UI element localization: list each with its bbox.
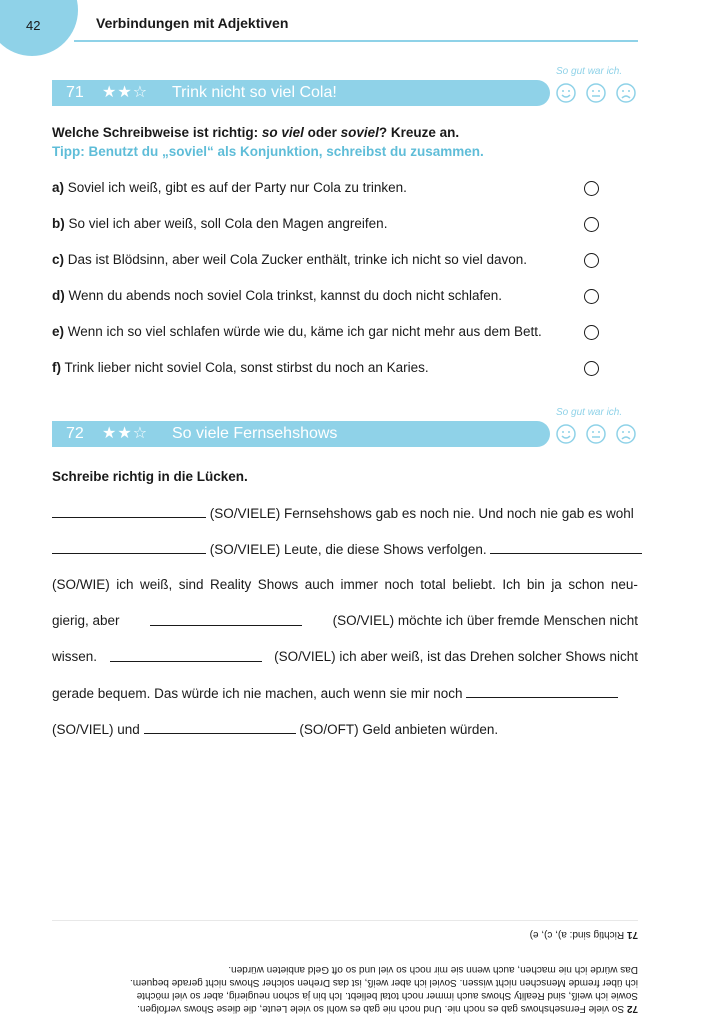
cloze-text: (SO/VIEL) möchte ich über fremde Menschen nicht [332, 613, 638, 628]
item-text: Das ist Blödsinn, aber weil Cola Zucker enthält, trinke ich nicht so viel davon. [67, 252, 527, 267]
cloze-text: (SO/VIEL) und [52, 722, 140, 737]
item-letter: d) [52, 288, 65, 303]
fill-in-blank[interactable] [144, 719, 296, 734]
question-item [52, 324, 542, 339]
cloze-text: gerade bequem. Das würde ich nie machen, auch wenn sie mir noch [52, 686, 463, 701]
answer-radio-d[interactable] [584, 289, 599, 304]
answer-line: ich über fremde Menschen nicht wissen. Soviel ich aber weiß, ist das Drehen solcher Shows nicht gerade bequem. [129, 977, 638, 988]
instruction-text: Welche Schreibweise ist richtig: [52, 125, 262, 140]
cloze-word: beliebt. [452, 577, 496, 592]
answer-71 [52, 928, 638, 941]
answer-radio-c[interactable] [584, 253, 599, 268]
smiley-happy-icon[interactable] [556, 83, 576, 103]
cloze-word: Ich [502, 577, 521, 592]
answer-line: Sowie ich weiß, sind Reality Shows auch immer noch total beliebt. Ich bin ja schon neugierig, aber so viel möchte [136, 990, 638, 1001]
exercise-71-header [52, 80, 550, 106]
answer-radio-b[interactable] [584, 217, 599, 232]
cloze-word: ich [116, 577, 134, 592]
cloze-text: wissen. [52, 649, 98, 664]
question-item [52, 216, 387, 231]
fill-in-blank[interactable] [52, 539, 206, 554]
header-divider [74, 40, 638, 42]
cloze-word: weiß, [139, 577, 173, 592]
fill-in-blank[interactable] [110, 647, 262, 662]
cloze-word: total [420, 577, 446, 592]
instruction-text: ? Kreuze an. [378, 125, 460, 140]
fill-in-blank[interactable] [150, 611, 302, 626]
answer-line: Das würde ich nie machen, auch wenn sie mir noch so viel und so oft Geld anbieten würden. [228, 964, 638, 975]
cloze-word: schon [568, 577, 605, 592]
fill-in-blank[interactable] [52, 503, 206, 518]
exercise-title: Trink nicht so viel Cola! [172, 84, 337, 101]
answer-radio-f[interactable] [584, 361, 599, 376]
page-number: 42 [26, 18, 41, 33]
rating-label: So gut war ich. [556, 66, 623, 77]
question-item [52, 252, 527, 267]
cloze-word: bin [526, 577, 545, 592]
exercise-71-tip: Tipp: Benutzt du „soviel“ als Konjunktion, schreibst du zusammen. [52, 144, 484, 159]
item-text: Wenn du abends noch soviel Cola trinkst, kannst du doch nicht schlafen. [68, 288, 503, 303]
cloze-text: gierig, aber [52, 613, 120, 628]
question-item [52, 180, 407, 195]
footer-divider [52, 920, 638, 921]
exercise-72-header [52, 421, 550, 447]
smiley-happy-icon[interactable] [556, 424, 576, 444]
cloze-word: Reality [209, 577, 252, 592]
answer-text: So viele Fernsehshows gab es noch nie. Und noch nie gab es wohl so viele Leute, die diese Shows verfolgen. [137, 1003, 627, 1014]
cloze-line [52, 719, 638, 739]
item-letter: a) [52, 180, 65, 195]
cloze-word: auch [304, 577, 335, 592]
exercise-number: 71 [66, 84, 84, 101]
cloze-text: (SO/VIELE) Fernsehshows gab es noch nie. Und noch nie gab es wohl [209, 506, 634, 521]
answer-radio-e[interactable] [584, 325, 599, 340]
item-letter: e) [52, 324, 65, 339]
question-item [52, 288, 502, 303]
smiley-neutral-icon[interactable] [586, 424, 606, 444]
smiley-sad-icon[interactable] [616, 424, 636, 444]
fill-in-blank[interactable] [490, 539, 642, 554]
fill-in-blank[interactable] [466, 683, 618, 698]
cloze-word: neu- [610, 577, 638, 592]
exercise-72-instruction: Schreibe richtig in die Lücken. [52, 469, 248, 484]
answer-number: 71 [626, 929, 638, 940]
exercise-number: 72 [66, 425, 84, 442]
cloze-word: immer [340, 577, 379, 592]
item-letter: c) [52, 252, 65, 267]
instruction-option-1: so viel [261, 125, 304, 140]
cloze-line [52, 539, 638, 559]
smiley-neutral-icon[interactable] [586, 83, 606, 103]
cloze-line [52, 647, 638, 667]
instruction-option-2: soviel [340, 125, 379, 140]
cloze-text: (SO/OFT) Geld anbieten würden. [299, 722, 499, 737]
difficulty-stars: ★★☆ [102, 84, 149, 101]
answer-text: Richtig sind: a), c), e) [529, 929, 627, 940]
chapter-title: Verbindungen mit Adjektiven [96, 15, 289, 31]
cloze-word: sind [178, 577, 204, 592]
cloze-word: ja [551, 577, 562, 592]
cloze-text: (SO/VIEL) ich aber weiß, ist das Drehen solcher Shows nicht [274, 649, 638, 664]
item-letter: f) [52, 360, 61, 375]
question-item [52, 360, 429, 375]
cloze-line [52, 683, 638, 703]
answer-72 [52, 1002, 638, 1015]
answer-radio-a[interactable] [584, 181, 599, 196]
item-text: Trink lieber nicht soviel Cola, sonst stirbst du noch an Karies. [64, 360, 429, 375]
instruction-text: oder [303, 125, 341, 140]
item-text: Wenn ich so viel schlafen würde wie du, käme ich gar nicht mehr aus dem Bett. [67, 324, 542, 339]
exercise-71-instruction [52, 125, 459, 140]
difficulty-stars: ★★☆ [102, 425, 149, 442]
cloze-line [52, 575, 638, 595]
item-letter: b) [52, 216, 65, 231]
cloze-word: Shows [257, 577, 299, 592]
answer-number: 72 [626, 1003, 638, 1014]
item-text: So viel ich aber weiß, soll Cola den Magen angreifen. [68, 216, 388, 231]
rating-label: So gut war ich. [556, 407, 623, 418]
cloze-line [52, 611, 638, 631]
cloze-word: (SO/WIE) [52, 577, 110, 592]
item-text: Soviel ich weiß, gibt es auf der Party nur Cola zu trinken. [67, 180, 407, 195]
cloze-text: (SO/VIELE) Leute, die diese Shows verfolgen. [209, 542, 487, 557]
cloze-word: noch [384, 577, 414, 592]
cloze-line [52, 503, 638, 523]
answer-key [52, 928, 638, 1015]
exercise-title: So viele Fernsehshows [172, 425, 338, 442]
smiley-sad-icon[interactable] [616, 83, 636, 103]
